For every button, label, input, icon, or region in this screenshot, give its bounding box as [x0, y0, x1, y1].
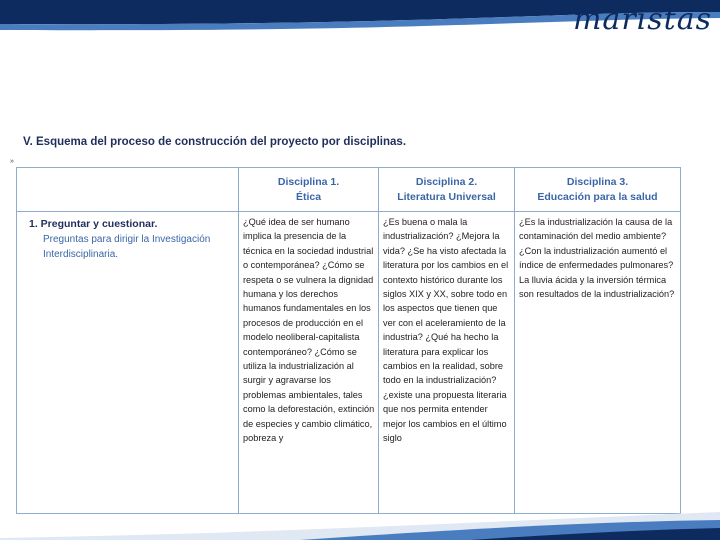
footer-band	[0, 504, 720, 540]
header-band	[0, 0, 720, 48]
cell-text: ¿Es buena o mala la industrialización? ¿Mejora la vida? ¿Se ha visto afectada la literatura por los cambios en el contexto histórico durante los siglos XIX y XX, sobre todo en los aspectos que tienen que ver con el aceleramiento de la industria? ¿Qué ha hecho la literatura para explicar los cambios en la realidad, sobre todo en la industrialización? ¿existe una propuesta literaria que nos permita entender mejor los cambios en el último siglo	[383, 217, 509, 444]
table-header-row	[17, 168, 681, 212]
discipline-table	[16, 167, 681, 514]
header-empty-cell	[17, 168, 239, 212]
list-marker: »	[10, 158, 14, 165]
table-row	[17, 212, 681, 514]
header-line: Disciplina 3.	[566, 175, 629, 188]
header-line: Disciplina 1.	[277, 175, 340, 188]
header-discipline-2	[379, 168, 515, 212]
cell-text: ¿Qué idea de ser humano implica la presencia de la técnica en la sociedad industrial o contemporánea? ¿Cómo se respeta o se vulnera la dignidad humana y los derechos humanos fundamentales en los procesos de producción en el modelo neoliberal-capitalista contemporáneo? ¿Cómo se utiliza la industrialización al surgir y agravarse los problemas ambientales, tales como la deforestación, extinción de especies y cambio climático, pobreza y	[243, 217, 375, 444]
header-line: Ética	[295, 190, 322, 203]
maristas-logo: maristas	[572, 2, 712, 37]
footer-swoosh	[0, 504, 720, 540]
step-subtitle: Preguntas para dirigir la Investigación Interdisciplinaria.	[43, 234, 211, 260]
header-line: Educación para la salud	[537, 190, 658, 203]
literature-questions-cell	[379, 212, 515, 514]
section-title: V. Esquema del proceso de construcción del proyecto por disciplinas.	[23, 136, 407, 148]
step-title: 1. Preguntar y cuestionar.	[29, 218, 158, 230]
health-questions-cell	[515, 212, 681, 514]
header-line: Literatura Universal	[397, 190, 496, 203]
step-cell	[17, 212, 239, 514]
header-discipline-1	[239, 168, 379, 212]
header-discipline-3	[515, 168, 681, 212]
ethics-questions-cell	[239, 212, 379, 514]
header-line: Disciplina 2.	[415, 175, 478, 188]
cell-text: ¿Es la industrialización la causa de la contaminación del medio ambiente? ¿Con la industrialización aumentó el índice de enfermedades pulmonares? La lluvia ácida y la inversión térmica son resultados de la industrialización?	[519, 217, 675, 300]
